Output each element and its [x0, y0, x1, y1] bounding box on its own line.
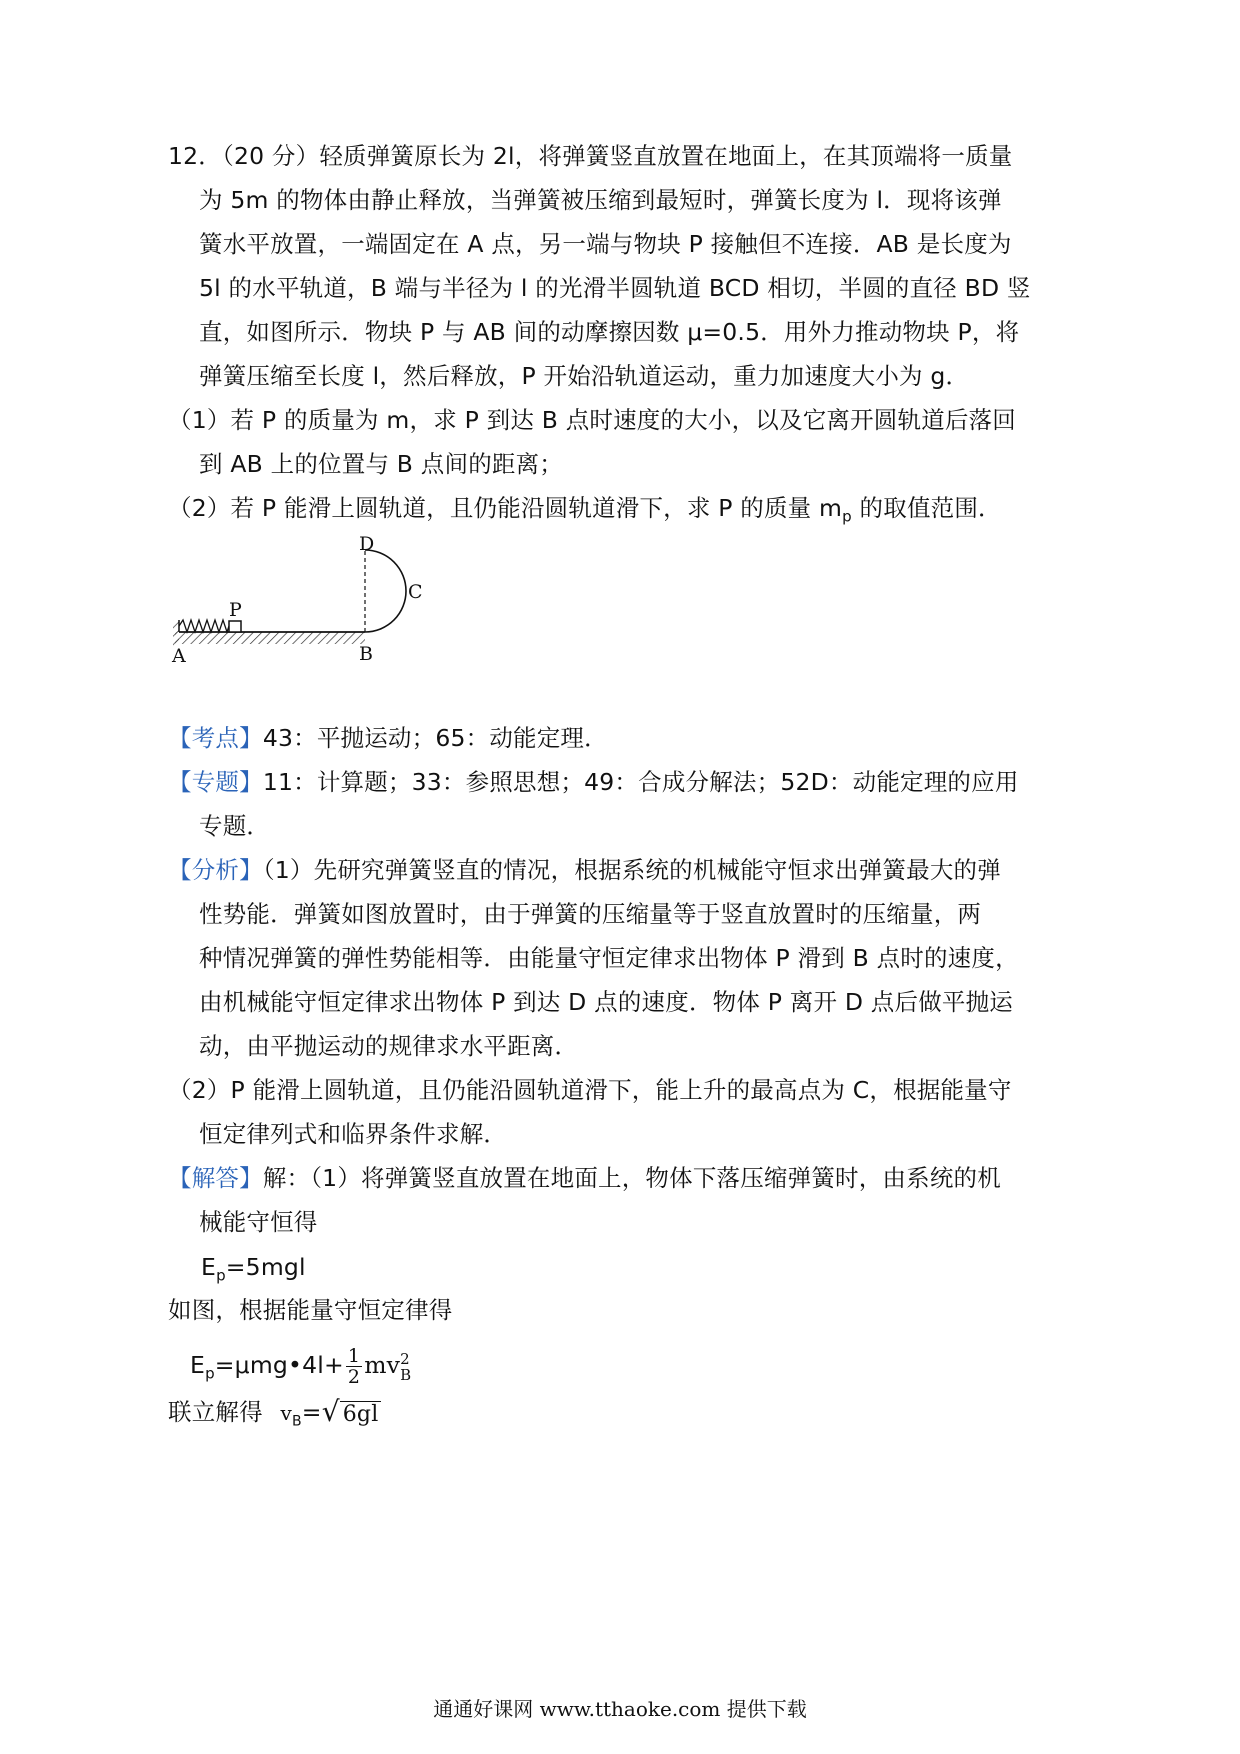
equation-vb-line	[168, 1392, 381, 1442]
label-c: C	[408, 581, 423, 603]
eq1-sub: p	[216, 1266, 226, 1285]
zhuanti-tag: 【专题】	[168, 768, 263, 796]
problem-line-1: 12．（20 分）轻质弹簧原长为 2l，将弹簧竖直放置在地面上，在其顶端将一质量	[168, 142, 1013, 170]
label-p: P	[229, 599, 242, 621]
eq1-rest: =5mgl	[225, 1253, 306, 1281]
fenxi-line-1	[168, 854, 1001, 886]
jieda-tag: 【解答】	[168, 1164, 263, 1192]
fenxi-tag: 【分析】	[168, 856, 263, 884]
fenxi-p2-line-2: 恒定律列式和临界条件求解．	[199, 1120, 508, 1148]
fenxi-line-2: 性势能．弹簧如图放置时，由于弹簧的压缩量等于竖直放置时的压缩量，两	[199, 900, 982, 928]
question-1-line-1: （1）若 P 的质量为 m，求 P 到达 B 点时速度的大小，以及它离开圆轨道后落回	[168, 406, 1016, 434]
eq2-vsub: B	[400, 1365, 412, 1384]
zhuanti-text: 11：计算题；33：参照思想；49：合成分解法；52D：动能定理的应用	[262, 768, 1019, 796]
semicircle-bcd	[365, 550, 406, 632]
sqrt-symbol: √	[321, 1395, 340, 1428]
question-2	[168, 492, 1002, 533]
problem-line-4: 5l 的水平轨道，B 端与半径为 l 的光滑半圆轨道 BCD 相切，半圆的直径 BD 竖	[199, 274, 1031, 302]
kaodian-line	[168, 722, 608, 754]
line-according-to-figure: 如图，根据能量守恒定律得	[168, 1296, 453, 1324]
eq2-mv: mv	[364, 1351, 401, 1379]
block-p	[229, 621, 241, 632]
eq2-e: E	[190, 1351, 206, 1379]
label-a: A	[172, 645, 186, 667]
question-2-subscript: p	[842, 507, 852, 526]
sqrt-expression	[322, 1392, 382, 1435]
zhuanti-line-2: 专题．	[199, 812, 271, 840]
eq3-v: v	[280, 1401, 292, 1425]
question-2-text: （2）若 P 能滑上圆轨道，且仍能沿圆轨道滑下，求 P 的质量 m	[168, 494, 843, 522]
problem-line-3: 簧水平放置，一端固定在 A 点，另一端与物块 P 接触但不连接．AB 是长度为	[199, 230, 1012, 258]
jieda-text: 解：（1）将弹簧竖直放置在地面上，物体下落压缩弹簧时，由系统的机	[262, 1164, 1001, 1192]
kaodian-tag: 【考点】	[168, 724, 263, 752]
problem-line-6: 弹簧压缩至长度 l，然后释放，P 开始沿轨道运动，重力加速度大小为 g．	[199, 362, 970, 390]
fraction-half	[346, 1346, 362, 1387]
fenxi-line-4: 由机械能守恒定律求出物体 P 到达 D 点的速度．物体 P 离开 D 点后做平抛运	[199, 988, 1013, 1016]
track-figure	[160, 530, 460, 680]
equation-ep	[201, 1251, 306, 1292]
page-footer: 通通好课网 www.tthaoke.com 提供下载	[433, 1697, 807, 1721]
eq2-sub: p	[205, 1364, 215, 1383]
kaodian-text: 43：平抛运动；65：动能定理．	[262, 724, 608, 752]
zhuanti-line-1	[168, 766, 1019, 798]
fraction-num: 1	[347, 1345, 361, 1367]
jieda-line-1	[168, 1162, 1001, 1194]
eq2-mid: =μmg•4l+	[214, 1351, 344, 1379]
fenxi-line-3: 种情况弹簧的弹性势能相等．由能量守恒定律求出物体 P 滑到 B 点时的速度，	[199, 944, 1019, 972]
fenxi-line-5: 动，由平抛运动的规律求水平距离．	[199, 1032, 579, 1060]
eq2-sup-sub	[400, 1351, 411, 1383]
problem-line-5: 直，如图所示．物块 P 与 AB 间的动摩擦因数 μ=0.5．用外力推动物块 P，将	[199, 318, 1020, 346]
fraction-den: 2	[347, 1366, 361, 1388]
eq3-sub: B	[291, 1413, 302, 1430]
eq1-e: E	[201, 1253, 217, 1281]
jieda-line-2: 械能守恒得	[199, 1208, 318, 1236]
fenxi-p2-line-1: （2）P 能滑上圆轨道，且仍能沿圆轨道滑下，能上升的最高点为 C，根据能量守	[168, 1076, 1012, 1104]
label-b: B	[359, 643, 373, 665]
spring	[179, 620, 229, 632]
question-1-line-2: 到 AB 上的位置与 B 点间的距离；	[199, 450, 563, 478]
label-d: D	[359, 533, 375, 555]
solve-text: 联立解得	[168, 1398, 263, 1426]
equation-energy	[190, 1342, 411, 1397]
ground-hatch	[175, 632, 365, 644]
problem-line-2: 为 5m 的物体由静止释放，当弹簧被压缩到最短时，弹簧长度为 l．现将该弹	[199, 186, 1002, 214]
question-2-text-end: 的取值范围．	[851, 494, 1002, 522]
fenxi-text: （1）先研究弹簧竖直的情况，根据系统的机械能守恒求出弹簧最大的弹	[262, 856, 1001, 884]
sqrt-radicand: 6gl	[340, 1401, 382, 1427]
eq3-eq: =	[301, 1398, 322, 1426]
eq2-sup: 2	[400, 1349, 410, 1368]
